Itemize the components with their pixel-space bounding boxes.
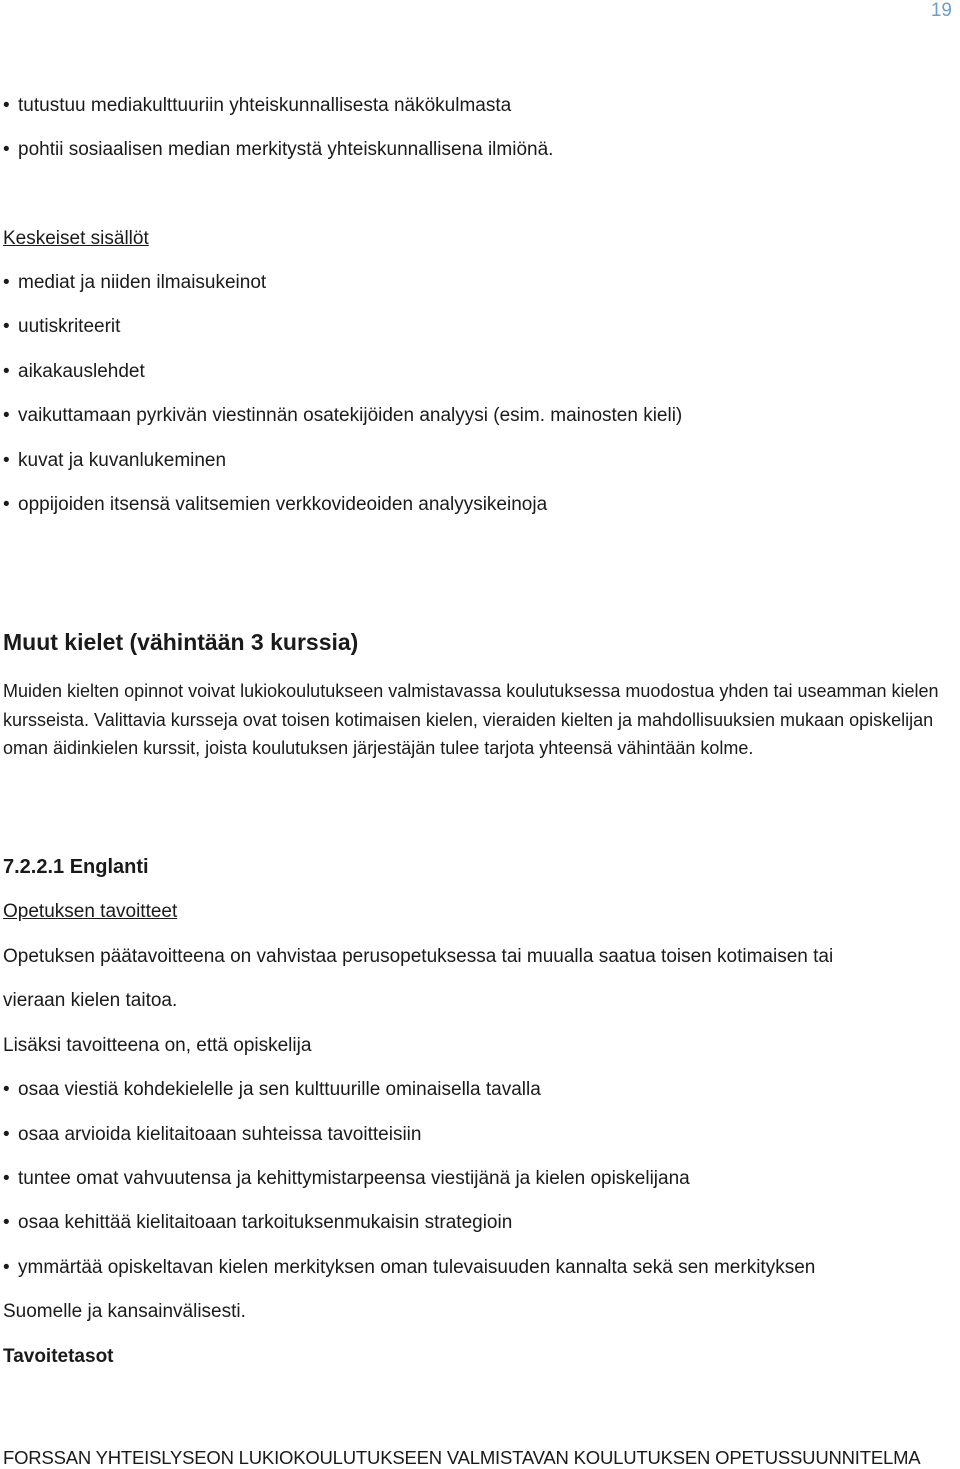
- bullet-icon: •: [3, 494, 10, 515]
- list-continuation: Suomelle ja kansainvälisesti.: [3, 1301, 246, 1322]
- list-item: [3, 493, 547, 517]
- bullet-icon: •: [3, 1212, 10, 1233]
- subsection-title: 7.2.2.1 Englanti: [3, 856, 149, 878]
- list-item: [3, 449, 226, 473]
- list-item: [3, 138, 553, 162]
- goal-text-line: vieraan kielen taitoa.: [3, 990, 178, 1011]
- list-item-text: aikakauslehdet: [18, 361, 145, 382]
- list-item: [3, 315, 120, 339]
- bullet-icon: •: [3, 361, 10, 382]
- list-item: [3, 1123, 421, 1147]
- list-item-text: osaa kehittää kielitaitoaan tarkoituksenmukaisin strategioin: [18, 1212, 513, 1233]
- list-item-text: pohtii sosiaalisen median merkitystä yhteiskunnallisena ilmiönä.: [18, 139, 554, 160]
- bullet-icon: •: [3, 1079, 10, 1100]
- list-item: [3, 1078, 541, 1102]
- content-heading: Keskeiset sisällöt: [3, 228, 149, 249]
- goals-heading: Opetuksen tavoitteet: [3, 901, 178, 922]
- bullet-icon: •: [3, 450, 10, 471]
- bullet-icon: •: [3, 139, 10, 160]
- bullet-icon: •: [3, 272, 10, 293]
- page-footer: FORSSAN YHTEISLYSEON LUKIOKOULUTUKSEEN VALMISTAVAN KOULUTUKSEN OPETUSSUUNNITELMA: [3, 1447, 921, 1468]
- goal-text-line: Opetuksen päätavoitteena on vahvistaa perusopetuksessa tai muualla saatua toisen kotimaisen tai: [3, 946, 834, 967]
- list-item: [3, 360, 145, 384]
- list-item-text: oppijoiden itsensä valitsemien verkkovideoiden analyysikeinoja: [18, 494, 548, 515]
- bullet-icon: •: [3, 1257, 10, 1278]
- section-paragraph: Muiden kielten opinnot voivat lukiokoulutukseen valmistavassa koulutuksessa muodostua yhden tai useamman kielen kursseista. Valittavia kursseja ovat toisen kotimaisen kielen, vieraiden kielten ja mahdollisuuksien mukaan opiskelijan oman äidinkielen kurssit, joista koulutuksen järjestäjän tulee tarjota yhteensä vähintään kolme.: [3, 681, 939, 758]
- bullet-icon: •: [3, 1168, 10, 1189]
- list-item: [3, 404, 682, 428]
- list-item: [3, 94, 511, 118]
- goal-intro: Lisäksi tavoitteena on, että opiskelija: [3, 1035, 312, 1056]
- list-item: [3, 1256, 815, 1280]
- list-item: [3, 1167, 690, 1191]
- list-item-text: ymmärtää opiskeltavan kielen merkityksen oman tulevaisuuden kannalta sekä sen merkityksen: [18, 1257, 816, 1278]
- page-number: 19: [930, 0, 952, 21]
- bullet-icon: •: [3, 1124, 10, 1145]
- list-item-text: osaa viestiä kohdekielelle ja sen kulttuurille ominaisella tavalla: [18, 1079, 541, 1100]
- list-item-text: mediat ja niiden ilmaisukeinot: [18, 272, 267, 293]
- bullet-icon: •: [3, 316, 10, 337]
- list-item: [3, 271, 266, 295]
- list-item: [3, 1211, 512, 1235]
- list-item-text: tutustuu mediakulttuuriin yhteiskunnallisesta näkökulmasta: [18, 95, 512, 116]
- list-item-text: uutiskriteerit: [18, 316, 121, 337]
- levels-heading: Tavoitetasot: [3, 1346, 114, 1367]
- list-item-text: vaikuttamaan pyrkivän viestinnän osatekijöiden analyysi (esim. mainosten kieli): [18, 405, 683, 426]
- bullet-icon: •: [3, 95, 10, 116]
- list-item-text: kuvat ja kuvanlukeminen: [18, 450, 227, 471]
- list-item-text: osaa arvioida kielitaitoaan suhteissa tavoitteisiin: [18, 1124, 422, 1145]
- list-item-text: tuntee omat vahvuutensa ja kehittymistarpeensa viestijänä ja kielen opiskelijana: [18, 1168, 690, 1189]
- section-title: Muut kielet (vähintään 3 kurssia): [3, 629, 359, 655]
- bullet-icon: •: [3, 405, 10, 426]
